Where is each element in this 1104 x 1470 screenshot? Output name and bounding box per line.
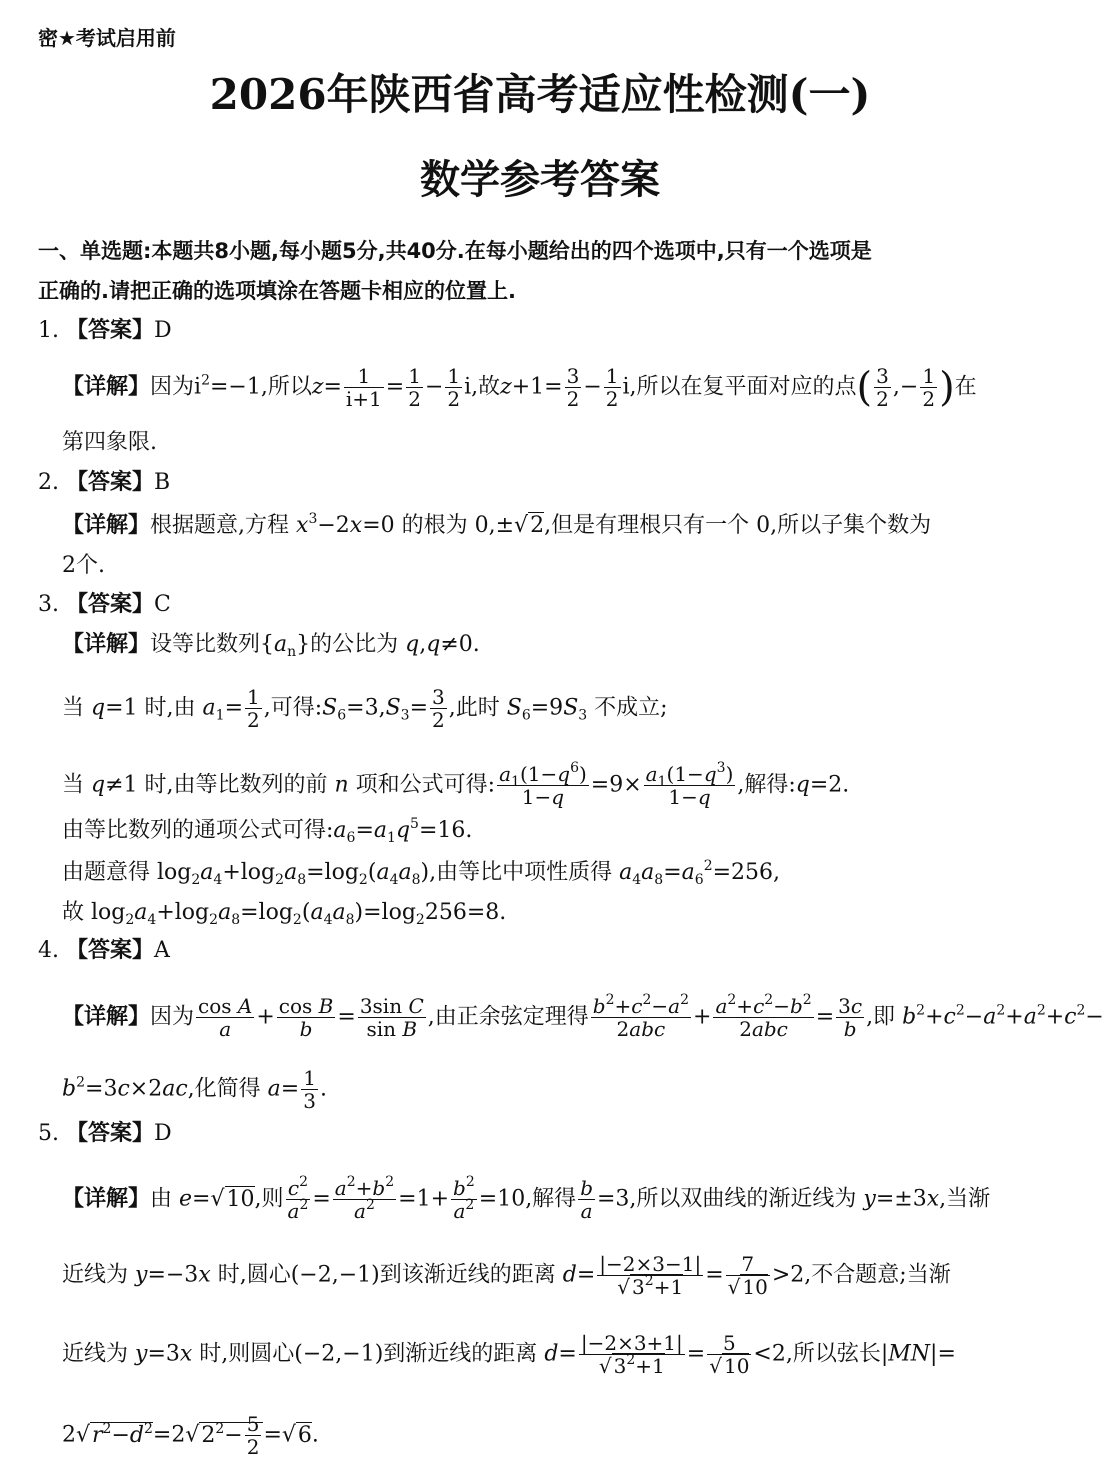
q5-detail-line4: $2√r^2-d^2=2√2^2-$ $\frac{5}{2}$ =√6. xyxy=(62,1412,319,1459)
q1-number: 1. xyxy=(38,318,59,343)
confidential-mark: 密★考试启用前 xyxy=(38,26,176,50)
answer-tag: 【答案】 xyxy=(66,592,155,617)
q2-answer: B xyxy=(154,470,171,495)
q3-detail-line4: 由等比数列的通项公式可得$:a_6=a_1q^5=16$. xyxy=(62,816,473,846)
answer-tag: 【答案】 xyxy=(66,938,155,963)
detail-tag: 【详解】 xyxy=(62,1186,151,1212)
answer-tag: 【答案】 xyxy=(66,470,155,495)
q1-detail-line1: 【详解】因为$i^2=-1$,所以z= $\frac{1}{i+1}$ = $\frac{1}{2}$ − $\frac{1}{2}$ i,故z+1= $\frac{3}{2}$ − $\frac{1}{2}$ i,所以在复平面对应的点( $\frac{3}{2}$ ,− $\frac{1}{2}$ )在 xyxy=(62,364,977,411)
q5-answer-row xyxy=(38,1123,172,1145)
q1-answer-row xyxy=(38,320,172,342)
detail-tag: 【详解】 xyxy=(62,374,151,400)
q3-detail-line6: 故 $\log_2a_4+\log_2a_8=\log_2(a_4a_8)=\log_2256=8$. xyxy=(62,900,507,928)
q5-detail-line3: 近线为 y=3x 时,则圆心(−2,−1)到渐近线的距离 d= $\frac{|-2\times 3+1|}{√ 3^2+1}$ = $\frac{5}{√ 10}$ <2,所以弦长|MN|= xyxy=(62,1331,956,1378)
answer-tag: 【答案】 xyxy=(66,1121,155,1146)
q1-answer: D xyxy=(154,318,172,343)
q5-answer: D xyxy=(154,1121,172,1146)
detail-tag: 【详解】 xyxy=(62,1004,151,1030)
q2-detail-line1: 【详解】根据题意,方程 $x^3-2x=0$ 的根为 0,±√2,但是有理根只有一个 0,所以子集个数为 xyxy=(62,511,932,538)
section-heading-line2: 正确的.请把正确的选项填涂在答题卡相应的位置上. xyxy=(38,279,516,303)
answer-tag: 【答案】 xyxy=(66,318,155,343)
q2-number: 2. xyxy=(38,470,59,495)
q3-number: 3. xyxy=(38,592,59,617)
q2-detail-line2: 2个. xyxy=(62,553,105,578)
q4-number: 4. xyxy=(38,938,59,963)
q4-detail-line2: $b^2=3c\times 2ac$,化简得 a= $\frac{1}{3}$ . xyxy=(62,1066,327,1113)
q3-detail-line5: 由题意得 $\log_2a_4+\log_2a_8=\log_2(a_4a_8)$,由等比中项性质得 $a_4a_8=a_6^2=256$, xyxy=(62,858,781,888)
q3-detail-line2: 当 q=1 时,由 $a_1=$ $\frac{1}{2}$ ,可得$:S_6=3,S_3=$ $\frac{3}{2}$ ,此时 $S_6=9S_3$ 不成立; xyxy=(62,685,668,732)
q4-detail-line1: 【详解】因为 $\frac{\text{cos A}}{a}$ + $\frac{\text{cos B}}{b}$ = $\frac{\text{3sin C}}{\text{sin B}}$ ,由正余弦定理得 $\frac{b^2+c^2-a^2}{\text{2abc}}$ + $\frac{a^2+c^2-b^2}{\text{2abc}}$ = $\frac{3c}{b}$ ,即 $b^2+c^2-a^2+a^2+c^2-$ xyxy=(62,992,1104,1041)
detail-tag: 【详解】 xyxy=(62,632,151,657)
q3-detail-line1: 【详解】设等比数列$\{a_n\}$的公比为 q,q≠0. xyxy=(62,632,480,660)
q5-number: 5. xyxy=(38,1121,59,1146)
detail-tag: 【详解】 xyxy=(62,513,151,538)
q3-detail-line3: 当 q≠1 时,由等比数列的前 n 项和公式可得: $\frac{a_1(1-q^6)}{1-q}$ =9× $\frac{a_1(1-q^3)}{1-q}$ ,解得:q=2. xyxy=(62,760,850,809)
q4-answer-row xyxy=(38,940,170,962)
q3-answer-row xyxy=(38,594,171,616)
q3-answer: C xyxy=(154,592,171,617)
section-heading-line1: 一、单选题:本题共8小题,每小题5分,共40分.在每小题给出的四个选项中,只有一个选项是 xyxy=(38,239,872,263)
page-subtitle: 数学参考答案 xyxy=(420,157,660,203)
q5-detail-line2: 近线为 y=−3x 时,圆心(−2,−1)到该渐近线的距离 d= $\frac{|-2\times 3-1|}{√ 3^2+1}$ = $\frac{7}{√ 10}$ >2,不合题意;当渐 xyxy=(62,1252,951,1299)
q4-answer: A xyxy=(154,938,170,963)
q2-answer-row xyxy=(38,472,170,494)
q5-detail-line1: 【详解】由 e=√10,则 $\frac{c^2}{a^2}$ = $\frac{a^2+b^2}{a^2}$ =1+ $\frac{b^2}{a^2}$ =10,解得 $\frac{b}{a}$ =3,所以双曲线的渐近线为 y=±3x,当渐 xyxy=(62,1174,991,1223)
q1-detail-line2: 第四象限. xyxy=(62,430,157,455)
page-title: 2026年陕西省高考适应性检测(一) xyxy=(209,70,871,119)
